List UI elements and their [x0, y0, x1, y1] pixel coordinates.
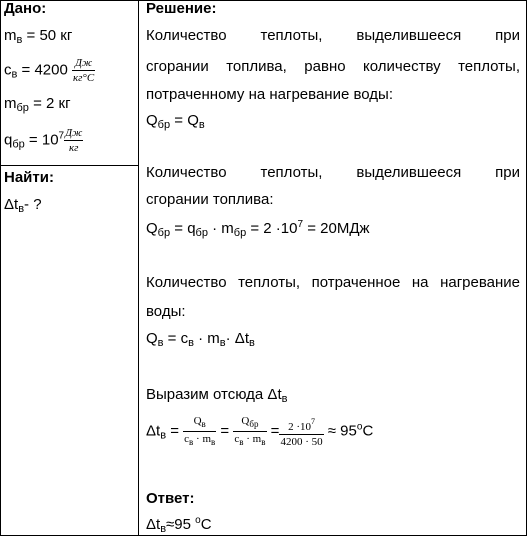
given-mass-fuel: $m_{бр} = 2$ кг	[4, 95, 71, 114]
given-header: Дано:	[4, 0, 47, 17]
find-quantity: $\Delta t_в-$ ?	[4, 196, 42, 215]
specific-heat-unit: $\frac{Дж}{кг^\circ C}$	[72, 57, 95, 84]
paragraph-1-line-1: Количество теплоты, выделившееся при	[146, 27, 520, 44]
fraction-2: $\frac{Q_{бр}}{c_в \cdot m_в}$	[234, 415, 266, 447]
paragraph-3-line-2: воды:	[146, 303, 186, 320]
answer-value: $\Delta t_в\approx 95$ $^o$C	[146, 515, 212, 535]
given-heat-of-combustion: $q_{бр} = 10^7$ $\frac{Дж}{кг}$	[4, 127, 83, 154]
fraction-3: $\frac{2 \cdot 10^7}{4200 \cdot 50}$	[280, 416, 323, 448]
equation-fuel-heat: $Q_{бр} = q_{бр} \cdot m_{бр} = 2 \cdot 10^7 = 20МДж$	[146, 219, 370, 239]
fraction-1: $\frac{Q_в}{c_в \cdot m_в}$	[184, 415, 216, 447]
equation-temperature-change: $\Delta t_в$ = $\frac{Q_в}{c_в \cdot m_в}$ = $\frac{Q_{бр}}{c_в \cdot m_в}$ = $\frac{2 \cdot 10^7}{4200 \cdot 50}$ ≈ $95^oC$	[146, 415, 374, 448]
equation-heat-balance: $Q_{бр} = Q_в$	[146, 112, 205, 131]
paragraph-2-line-1: Количество теплоты, выделившееся при	[146, 164, 520, 181]
paragraph-1-line-3: потраченному на нагревание воды:	[146, 86, 393, 103]
paragraph-2-line-2: сгорании топлива:	[146, 191, 274, 208]
combustion-unit: $\frac{Дж}{кг}$	[65, 127, 83, 154]
solution-header: Решение:	[146, 0, 217, 17]
paragraph-1-line-2: сгорании топлива, равно количеству теплоты,	[146, 58, 520, 75]
given-specific-heat: $c_в = 4200$ $\frac{Дж}{кг^\circ C}$	[4, 57, 95, 84]
given-mass-water: $m_в = 50$ кг	[4, 27, 73, 46]
paragraph-3-line-1: Количество теплоты, потраченное на нагревание	[146, 274, 520, 291]
answer-header: Ответ:	[146, 490, 195, 507]
find-header: Найти:	[4, 169, 54, 186]
paragraph-4: Выразим отсюда $\Delta t_в$	[146, 386, 288, 405]
equation-water-heat: $Q_в = c_в \cdot m_в\cdot \Delta t_в$	[146, 330, 255, 349]
given-find-divider	[0, 165, 139, 166]
column-divider	[138, 0, 139, 536]
